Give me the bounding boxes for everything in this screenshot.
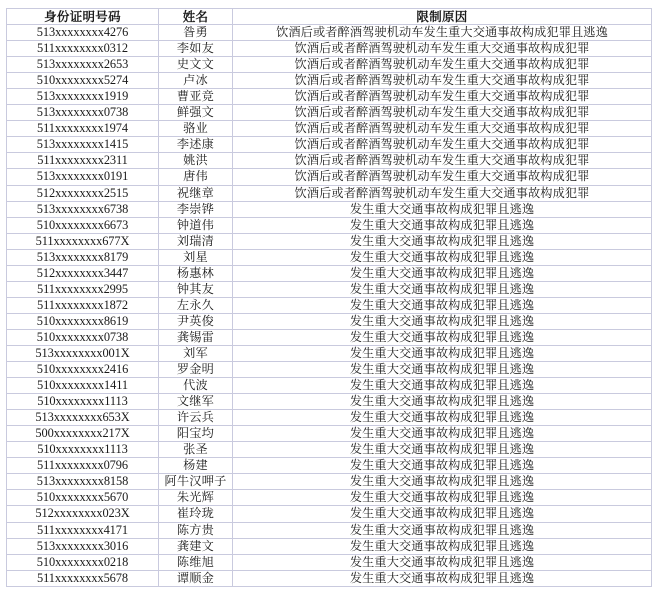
cell-id-number: 513xxxxxxxx8179: [7, 249, 159, 265]
cell-name: 许云兵: [159, 410, 233, 426]
cell-name: 杨建: [159, 458, 233, 474]
cell-reason: 发生重大交通事故构成犯罪且逃逸: [233, 201, 652, 217]
cell-name: 朱光辉: [159, 490, 233, 506]
table-row: [7, 378, 652, 394]
table-row: [7, 41, 652, 57]
cell-name: 李述康: [159, 137, 233, 153]
table-row: [7, 570, 652, 586]
cell-name: 阿牛汉呷子: [159, 474, 233, 490]
table-row: [7, 169, 652, 185]
table-row: [7, 313, 652, 329]
cell-reason: 饮酒后或者醉酒驾驶机动车发生重大交通事故构成犯罪: [233, 121, 652, 137]
table-row: [7, 345, 652, 361]
cell-name: 罗金明: [159, 362, 233, 378]
cell-name: 陈方贵: [159, 522, 233, 538]
table-row: [7, 89, 652, 105]
cell-id-number: 510xxxxxxxx6673: [7, 217, 159, 233]
cell-reason: 饮酒后或者醉酒驾驶机动车发生重大交通事故构成犯罪且逃逸: [233, 25, 652, 41]
cell-id-number: 511xxxxxxxx4171: [7, 522, 159, 538]
cell-id-number: 510xxxxxxxx1113: [7, 394, 159, 410]
cell-name: 钟其友: [159, 281, 233, 297]
cell-reason: 发生重大交通事故构成犯罪且逃逸: [233, 249, 652, 265]
table-header-row: [7, 9, 652, 25]
cell-reason: 发生重大交通事故构成犯罪且逃逸: [233, 458, 652, 474]
cell-id-number: 510xxxxxxxx1411: [7, 378, 159, 394]
cell-reason: 饮酒后或者醉酒驾驶机动车发生重大交通事故构成犯罪: [233, 89, 652, 105]
cell-name: 谭顺金: [159, 570, 233, 586]
cell-id-number: 500xxxxxxxx217X: [7, 426, 159, 442]
cell-name: 李如友: [159, 41, 233, 57]
table-row: [7, 442, 652, 458]
cell-reason: 发生重大交通事故构成犯罪且逃逸: [233, 217, 652, 233]
cell-reason: 饮酒后或者醉酒驾驶机动车发生重大交通事故构成犯罪: [233, 153, 652, 169]
table-row: [7, 201, 652, 217]
table-row: [7, 522, 652, 538]
cell-id-number: 511xxxxxxxx2995: [7, 281, 159, 297]
cell-id-number: 513xxxxxxxx653X: [7, 410, 159, 426]
cell-id-number: 510xxxxxxxx0218: [7, 554, 159, 570]
cell-reason: 发生重大交通事故构成犯罪且逃逸: [233, 554, 652, 570]
cell-reason: 发生重大交通事故构成犯罪且逃逸: [233, 233, 652, 249]
cell-name: 代波: [159, 378, 233, 394]
cell-id-number: 511xxxxxxxx5678: [7, 570, 159, 586]
cell-reason: 饮酒后或者醉酒驾驶机动车发生重大交通事故构成犯罪: [233, 73, 652, 89]
cell-id-number: 513xxxxxxxx6738: [7, 201, 159, 217]
cell-name: 骆业: [159, 121, 233, 137]
cell-name: 尹英俊: [159, 313, 233, 329]
cell-reason: 发生重大交通事故构成犯罪且逃逸: [233, 394, 652, 410]
cell-id-number: 510xxxxxxxx0738: [7, 329, 159, 345]
cell-name: 刘军: [159, 345, 233, 361]
cell-reason: 发生重大交通事故构成犯罪且逃逸: [233, 442, 652, 458]
cell-reason: 发生重大交通事故构成犯罪且逃逸: [233, 281, 652, 297]
cell-id-number: 513xxxxxxxx4276: [7, 25, 159, 41]
cell-name: 杨惠林: [159, 265, 233, 281]
cell-name: 鲜强文: [159, 105, 233, 121]
cell-id-number: 511xxxxxxxx2311: [7, 153, 159, 169]
table-row: [7, 554, 652, 570]
cell-reason: 发生重大交通事故构成犯罪且逃逸: [233, 538, 652, 554]
column-header-name: 姓名: [159, 9, 233, 25]
cell-reason: 发生重大交通事故构成犯罪且逃逸: [233, 474, 652, 490]
cell-name: 曹亚竞: [159, 89, 233, 105]
table-row: [7, 217, 652, 233]
cell-id-number: 512xxxxxxxx2515: [7, 185, 159, 201]
cell-id-number: 511xxxxxxxx0312: [7, 41, 159, 57]
table-row: [7, 410, 652, 426]
column-header-reason: 限制原因: [233, 9, 652, 25]
table-row: [7, 249, 652, 265]
cell-id-number: 512xxxxxxxx3447: [7, 265, 159, 281]
table-body: [7, 25, 652, 587]
cell-name: 钟道伟: [159, 217, 233, 233]
cell-reason: 饮酒后或者醉酒驾驶机动车发生重大交通事故构成犯罪: [233, 169, 652, 185]
cell-id-number: 513xxxxxxxx2653: [7, 57, 159, 73]
cell-reason: 发生重大交通事故构成犯罪且逃逸: [233, 362, 652, 378]
cell-reason: 发生重大交通事故构成犯罪且逃逸: [233, 570, 652, 586]
cell-name: 左永久: [159, 297, 233, 313]
cell-id-number: 513xxxxxxxx0738: [7, 105, 159, 121]
cell-id-number: 510xxxxxxxx8619: [7, 313, 159, 329]
table-row: [7, 57, 652, 73]
cell-name: 卢冰: [159, 73, 233, 89]
cell-id-number: 512xxxxxxxx023X: [7, 506, 159, 522]
cell-name: 刘瑞清: [159, 233, 233, 249]
column-header-id-number: 身份证明号码: [7, 9, 159, 25]
cell-id-number: 513xxxxxxxx3016: [7, 538, 159, 554]
cell-reason: 发生重大交通事故构成犯罪且逃逸: [233, 378, 652, 394]
cell-id-number: 511xxxxxxxx0796: [7, 458, 159, 474]
table-header: [7, 9, 652, 25]
cell-reason: 发生重大交通事故构成犯罪且逃逸: [233, 297, 652, 313]
cell-name: 祝继章: [159, 185, 233, 201]
cell-id-number: 510xxxxxxxx5274: [7, 73, 159, 89]
cell-name: 唐伟: [159, 169, 233, 185]
table-row: [7, 105, 652, 121]
table-row: [7, 73, 652, 89]
table-row: [7, 297, 652, 313]
table-row: [7, 281, 652, 297]
cell-id-number: 511xxxxxxxx677X: [7, 233, 159, 249]
cell-name: 昝勇: [159, 25, 233, 41]
table-row: [7, 329, 652, 345]
cell-reason: 发生重大交通事故构成犯罪且逃逸: [233, 522, 652, 538]
table-row: [7, 265, 652, 281]
table-row: [7, 474, 652, 490]
cell-id-number: 513xxxxxxxx1415: [7, 137, 159, 153]
cell-name: 阳宝均: [159, 426, 233, 442]
cell-reason: 发生重大交通事故构成犯罪且逃逸: [233, 426, 652, 442]
cell-name: 史文文: [159, 57, 233, 73]
table-row: [7, 137, 652, 153]
cell-reason: 饮酒后或者醉酒驾驶机动车发生重大交通事故构成犯罪: [233, 57, 652, 73]
cell-reason: 饮酒后或者醉酒驾驶机动车发生重大交通事故构成犯罪: [233, 185, 652, 201]
table-row: [7, 362, 652, 378]
cell-reason: 饮酒后或者醉酒驾驶机动车发生重大交通事故构成犯罪: [233, 105, 652, 121]
table-row: [7, 25, 652, 41]
cell-name: 龚锡雷: [159, 329, 233, 345]
table-row: [7, 121, 652, 137]
cell-name: 姚洪: [159, 153, 233, 169]
restricted-persons-table: [6, 8, 652, 587]
table-row: [7, 394, 652, 410]
table-row: [7, 506, 652, 522]
cell-reason: 发生重大交通事故构成犯罪且逃逸: [233, 265, 652, 281]
table-row: [7, 458, 652, 474]
cell-id-number: 511xxxxxxxx1872: [7, 297, 159, 313]
cell-name: 张圣: [159, 442, 233, 458]
cell-id-number: 510xxxxxxxx1113: [7, 442, 159, 458]
table-row: [7, 538, 652, 554]
cell-reason: 发生重大交通事故构成犯罪且逃逸: [233, 313, 652, 329]
cell-id-number: 513xxxxxxxx0191: [7, 169, 159, 185]
table-row: [7, 153, 652, 169]
cell-id-number: 513xxxxxxxx1919: [7, 89, 159, 105]
table-row: [7, 185, 652, 201]
cell-reason: 饮酒后或者醉酒驾驶机动车发生重大交通事故构成犯罪: [233, 41, 652, 57]
cell-id-number: 513xxxxxxxx8158: [7, 474, 159, 490]
cell-name: 刘星: [159, 249, 233, 265]
cell-name: 龚建文: [159, 538, 233, 554]
table-row: [7, 426, 652, 442]
cell-id-number: 510xxxxxxxx2416: [7, 362, 159, 378]
cell-reason: 发生重大交通事故构成犯罪且逃逸: [233, 345, 652, 361]
cell-reason: 发生重大交通事故构成犯罪且逃逸: [233, 410, 652, 426]
cell-id-number: 510xxxxxxxx5670: [7, 490, 159, 506]
cell-reason: 发生重大交通事故构成犯罪且逃逸: [233, 329, 652, 345]
cell-name: 李崇铧: [159, 201, 233, 217]
cell-name: 崔玲珑: [159, 506, 233, 522]
table-row: [7, 233, 652, 249]
cell-reason: 发生重大交通事故构成犯罪且逃逸: [233, 506, 652, 522]
cell-name: 陈维旭: [159, 554, 233, 570]
cell-id-number: 513xxxxxxxx001X: [7, 345, 159, 361]
cell-id-number: 511xxxxxxxx1974: [7, 121, 159, 137]
table-row: [7, 490, 652, 506]
cell-reason: 饮酒后或者醉酒驾驶机动车发生重大交通事故构成犯罪: [233, 137, 652, 153]
cell-reason: 发生重大交通事故构成犯罪且逃逸: [233, 490, 652, 506]
cell-name: 文继军: [159, 394, 233, 410]
